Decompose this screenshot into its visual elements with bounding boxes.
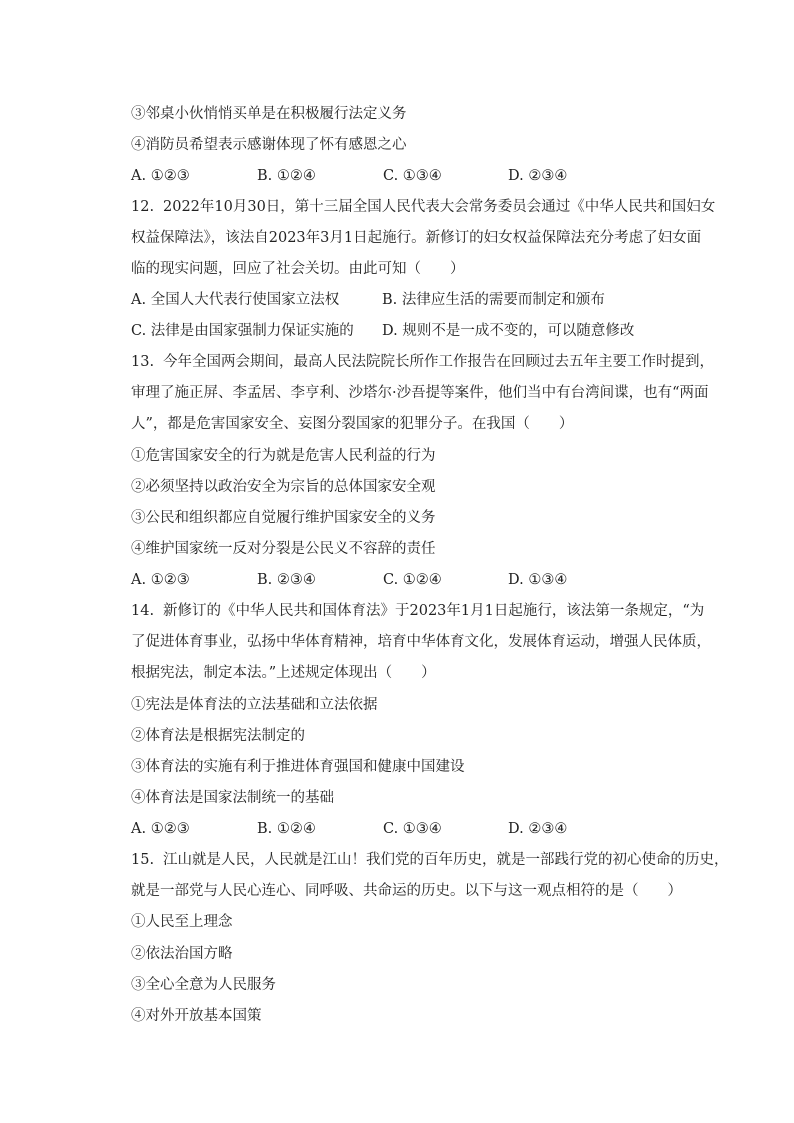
- q14-item-3: ③体育法的实施有利于推进体育强国和健康中国建设: [131, 759, 465, 775]
- q14-stem-line-2: 了促进体育事业，弘扬中华体育精神，培育中华体育文化，发展体育运动，增强人民体质，: [131, 634, 711, 650]
- q13-item-2: ②必须坚持以政治安全为宗旨的总体国家安全观: [131, 479, 436, 495]
- q14-option-b: B. ①②④: [257, 821, 316, 837]
- q14-option-d: D. ②③④: [508, 821, 568, 837]
- q11-option-d: D. ②③④: [508, 168, 568, 184]
- q14-number: 14.: [131, 603, 155, 619]
- q11-options: [131, 166, 631, 186]
- q11-option-b: B. ①②④: [257, 168, 316, 184]
- q13-stem-line-3: 人”，都是危害国家安全、妄图分裂国家的犯罪分子。在我国（ ）: [131, 416, 574, 432]
- q15-item-2: ②依法治国方略: [131, 946, 233, 962]
- q13-option-c: C. ①②④: [383, 572, 442, 588]
- q14-item-1: ①宪法是体育法的立法基础和立法依据: [131, 697, 378, 713]
- q12-stem-line-1: [131, 197, 715, 217]
- q12-option-c: C. 法律是由国家强制力保证实施的: [131, 323, 354, 339]
- q13-option-b: B. ②③④: [257, 572, 316, 588]
- q14-item-4: ④体育法是国家法制统一的基础: [131, 790, 334, 806]
- q11-item-4: ④消防员希望表示感谢体现了怀有感恩之心: [131, 137, 407, 153]
- q13-item-1: ①危害国家安全的行为就是危害人民利益的行为: [131, 448, 436, 464]
- q12-number: 12.: [131, 199, 155, 215]
- q11-option-a: A. ①②③: [131, 168, 190, 184]
- q14-option-c: C. ①③④: [383, 821, 442, 837]
- q14-text-1: 新修订的《中华人民共和国体育法》于2023年1月1日起施行，该法第一条规定，“为: [163, 603, 705, 619]
- q12-text-1: 2022年10月30日，第十三届全国人民代表大会常务委员会通过《中华人民共和国妇女: [163, 199, 716, 215]
- q11-option-c: C. ①③④: [383, 168, 442, 184]
- q14-option-a: A. ①②③: [131, 821, 190, 837]
- q13-options: [131, 570, 631, 590]
- q15-stem-line-2: 就是一部党与人民心连心、同呼吸、共命运的历史。以下与这一观点相符的是（ ）: [131, 883, 682, 899]
- q14-options: [131, 819, 631, 839]
- q13-stem-line-1: [131, 352, 714, 372]
- q13-text-1: 今年全国两会期间，最高人民法院院长所作工作报告在回顾过去五年主要工作时提到，: [163, 354, 714, 370]
- q14-stem-line-3: 根据宪法，制定本法。”上述规定体现出（ ）: [131, 665, 436, 681]
- q13-item-3: ③公民和组织都应自觉履行维护国家安全的义务: [131, 510, 436, 526]
- q15-item-1: ①人民至上理念: [131, 914, 233, 930]
- q12-stem-line-2: 权益保障法》，该法自2023年3月1日起施行。新修订的妇女权益保障法充分考虑了妇女面: [131, 230, 702, 246]
- q14-item-2: ②体育法是根据宪法制定的: [131, 728, 305, 744]
- q15-text-1: 江山就是人民，人民就是江山！我们党的百年历史，就是一部践行党的初心使命的历史，: [163, 852, 729, 868]
- q12-stem-line-3: 临的现实问题，回应了社会关切。由此可知（ ）: [131, 261, 465, 277]
- q13-stem-line-2: 审理了施正屏、李孟居、李亨利、沙塔尔·沙吾提等案件，他们当中有台湾间谍，也有“两面: [131, 385, 709, 401]
- q11-item-3: ③邻桌小伙悄悄买单是在积极履行法定义务: [131, 106, 407, 122]
- q12-option-b: B. 法律应生活的需要而制定和颁布: [382, 292, 605, 308]
- q13-option-a: A. ①②③: [131, 572, 190, 588]
- q15-item-4: ④对外开放基本国策: [131, 1008, 262, 1024]
- q15-number: 15.: [131, 852, 155, 868]
- q15-stem-line-1: [131, 850, 729, 870]
- q15-item-3: ③全心全意为人民服务: [131, 977, 276, 993]
- q12-option-d: D. 规则不是一成不变的，可以随意修改: [382, 323, 635, 339]
- q13-option-d: D. ①③④: [508, 572, 568, 588]
- q12-options-row-2: [131, 321, 635, 341]
- q12-options-row-1: [131, 290, 631, 310]
- q13-item-4: ④维护国家统一反对分裂是公民义不容辞的责任: [131, 541, 436, 557]
- q14-stem-line-1: [131, 601, 704, 621]
- q12-option-a: A. 全国人大代表行使国家立法权: [131, 292, 340, 308]
- q13-number: 13.: [131, 354, 155, 370]
